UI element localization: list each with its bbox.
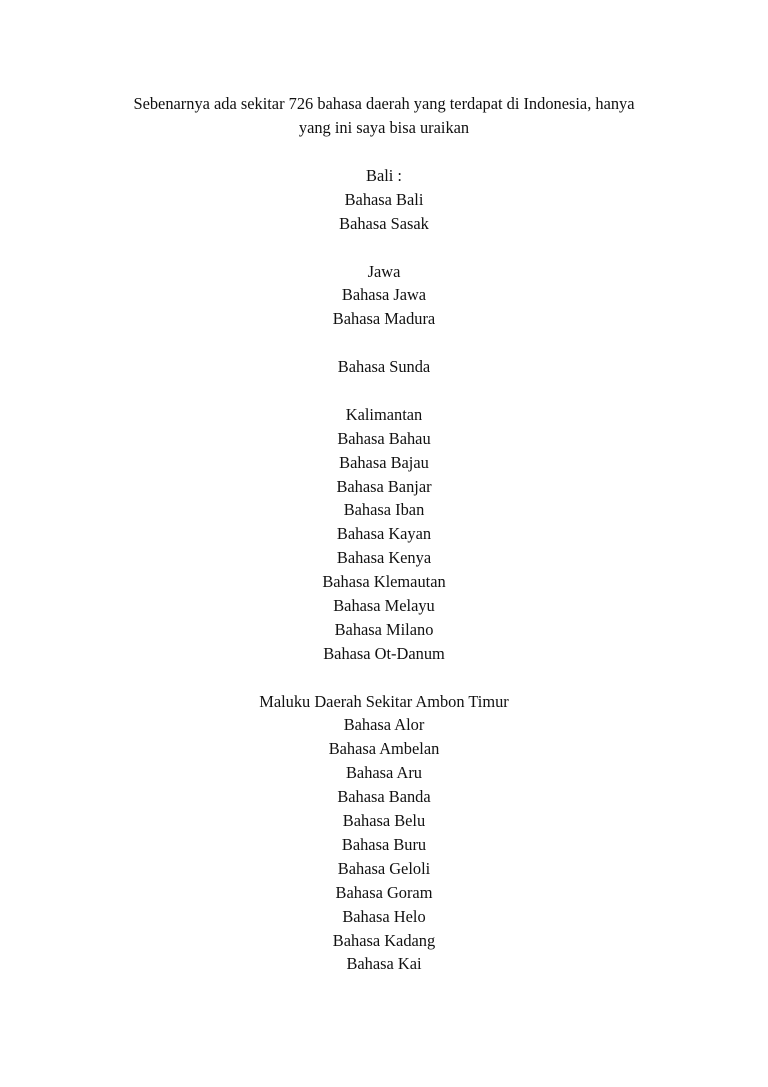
- intro-line-1: Sebenarnya ada sekitar 726 bahasa daerah yang terdapat di Indonesia, hanya: [133, 94, 635, 113]
- list-item: Bahasa Jawa: [341, 285, 427, 305]
- list-item: Bahasa Kenya: [336, 548, 432, 568]
- section-heading-jawa: Jawa: [367, 261, 401, 281]
- list-item: Bahasa Klemautan: [322, 572, 446, 592]
- list-item: Bahasa Sasak: [339, 213, 429, 233]
- list-item: Bahasa Kayan: [336, 524, 432, 544]
- list-item: Bahasa Iban: [343, 500, 425, 520]
- list-item: Bahasa Geloli: [337, 858, 431, 878]
- list-item: Bahasa Ambelan: [328, 739, 440, 759]
- list-item: Bahasa Sunda: [337, 357, 431, 377]
- list-item: Bahasa Bajau: [339, 452, 429, 472]
- list-item: Bahasa Bali: [344, 189, 424, 209]
- list-item: Bahasa Kai: [346, 954, 422, 974]
- list-item: Bahasa Belu: [342, 811, 426, 831]
- list-item: Bahasa Buru: [341, 834, 427, 854]
- intro-line-2: yang ini saya bisa uraikan: [298, 118, 470, 137]
- section-heading-maluku: Maluku Daerah Sekitar Ambon Timur: [259, 691, 509, 711]
- list-item: Bahasa Ot-Danum: [323, 643, 445, 663]
- list-item: Bahasa Banda: [337, 787, 431, 807]
- list-item: Bahasa Bahau: [337, 428, 431, 448]
- list-item: Bahasa Madura: [332, 309, 436, 329]
- list-item: Bahasa Goram: [335, 882, 433, 902]
- section-heading-kalimantan: Kalimantan: [345, 404, 423, 424]
- section-heading-bali: Bali :: [366, 166, 402, 185]
- list-item: Bahasa Aru: [345, 763, 422, 783]
- language-list: [0, 164, 768, 976]
- list-item: Bahasa Milano: [334, 619, 434, 639]
- list-item: Bahasa Melayu: [333, 596, 435, 616]
- list-item: Bahasa Kadang: [332, 930, 436, 950]
- list-item: Bahasa Alor: [343, 715, 425, 735]
- list-item: Bahasa Helo: [342, 906, 426, 926]
- intro-paragraph: [100, 92, 668, 140]
- list-item: Bahasa Banjar: [336, 476, 432, 496]
